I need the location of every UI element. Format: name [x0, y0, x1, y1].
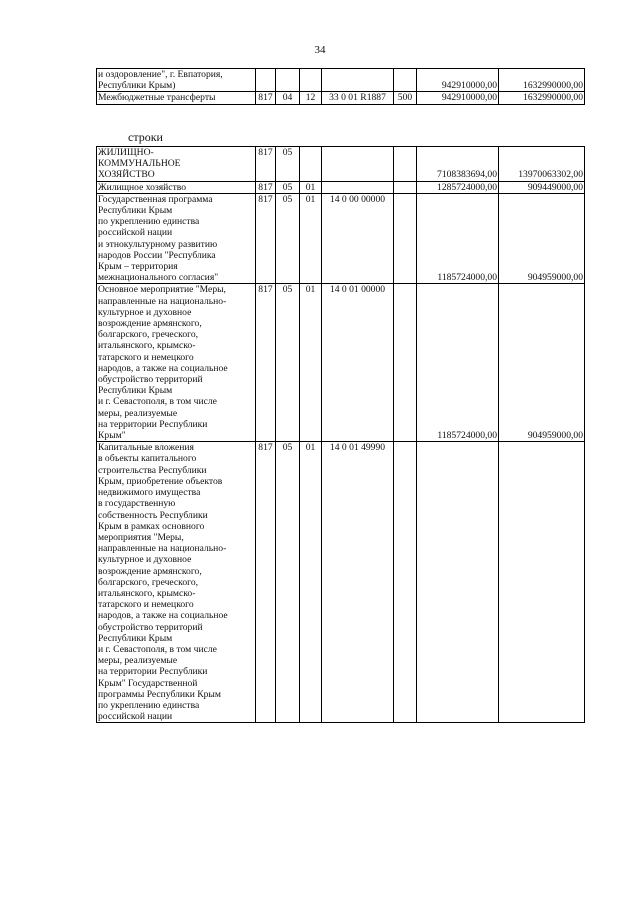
- row-amount-year-1: 1185724000,00: [417, 193, 499, 284]
- row-amount-year-2: [499, 442, 585, 723]
- row-subsection-code: [300, 147, 322, 182]
- row-amount-year-2: 904959000,00: [499, 284, 585, 442]
- row-section-code: 05: [276, 442, 300, 723]
- row-name: Капитальные вложения в объекты капитального строительства Республики Крым, приобретение объектов недвижимого имущества в государственную собственность Республики Крым в рамках основного мероприятия "Меры, направленные на национально- культурное и духовное возрождение армянского, болгарского, греческого, итальянского, крымско- татарского и немецкого народов, а также на социальное обустройство территорий Республики Крым и г. Севастополя, в том числе меры, реализуемые на территории Республики Крым" Государственной программы Республики Крым по укреплению единства российской нации: [97, 442, 256, 723]
- row-name: Основное мероприятие "Меры, направленные на национально- культурное и духовное возрождение армянского, болгарского, греческого, итальянского, крымско- татарского и немецкого народов, а также на социальное обустройство территорий Республики Крым и г. Севастополя, в том числе меры, реализуемые на территории Республики Крым": [97, 284, 256, 442]
- table-row: [97, 442, 585, 723]
- row-amount-year-2: 1632990000,00: [499, 92, 585, 104]
- rows-heading: строки: [128, 130, 163, 144]
- row-amount-year-1: [417, 442, 499, 723]
- row-ministry-code: 817: [256, 181, 276, 193]
- row-expense-type: [394, 181, 417, 193]
- row-subsection-code: 01: [300, 193, 322, 284]
- row-subsection-code: 01: [300, 284, 322, 442]
- row-expense-type: [394, 147, 417, 182]
- row-name: Межбюджетные трансферты: [97, 92, 256, 104]
- row-amount-year-2: 909449000,00: [499, 181, 585, 193]
- budget-table: [96, 146, 585, 723]
- row-amount-year-1: 942910000,00: [417, 92, 499, 104]
- row-name: Жилищное хозяйство: [97, 181, 256, 193]
- row-subsection-code: 12: [300, 92, 322, 104]
- table-row: [97, 92, 585, 104]
- row-amount-year-1: 1285724000,00: [417, 181, 499, 193]
- page-number: 34: [314, 44, 326, 56]
- budget-table-continuation: [96, 68, 585, 105]
- row-section-code: 05: [276, 284, 300, 442]
- row-amount-year-1: 942910000,00: [417, 69, 499, 92]
- table-row: [97, 147, 585, 182]
- row-target-article: 14 0 00 00000: [322, 193, 394, 284]
- row-section-code: [276, 69, 300, 92]
- row-name: Государственная программа Республики Крым по укреплению единства российской нации и этнокультурному развитию народов России "Республика Крым – территория межнационального согласия": [97, 193, 256, 284]
- row-expense-type: [394, 284, 417, 442]
- row-subsection-code: 01: [300, 181, 322, 193]
- row-ministry-code: 817: [256, 284, 276, 442]
- row-section-code: 04: [276, 92, 300, 104]
- row-ministry-code: 817: [256, 442, 276, 723]
- row-section-code: 05: [276, 181, 300, 193]
- row-target-article: [322, 181, 394, 193]
- row-ministry-code: 817: [256, 193, 276, 284]
- row-amount-year-1: 1185724000,00: [417, 284, 499, 442]
- row-expense-type: [394, 193, 417, 284]
- row-amount-year-2: 904959000,00: [499, 193, 585, 284]
- table-row: [97, 69, 585, 92]
- row-name: ЖИЛИЩНО- КОММУНАЛЬНОЕ ХОЗЯЙСТВО: [97, 147, 256, 182]
- row-amount-year-2: 13970063302,00: [499, 147, 585, 182]
- row-amount-year-2: 1632990000,00: [499, 69, 585, 92]
- row-subsection-code: [300, 69, 322, 92]
- table-row: [97, 284, 585, 442]
- row-expense-type: [394, 69, 417, 92]
- row-section-code: 05: [276, 147, 300, 182]
- row-expense-type: 500: [394, 92, 417, 104]
- row-subsection-code: 01: [300, 442, 322, 723]
- row-section-code: 05: [276, 193, 300, 284]
- row-target-article: 14 0 01 49990: [322, 442, 394, 723]
- row-ministry-code: 817: [256, 147, 276, 182]
- row-ministry-code: 817: [256, 92, 276, 104]
- row-expense-type: [394, 442, 417, 723]
- row-target-article: 33 0 01 R1887: [322, 92, 394, 104]
- row-amount-year-1: 7108383694,00: [417, 147, 499, 182]
- row-ministry-code: [256, 69, 276, 92]
- row-target-article: 14 0 01 00000: [322, 284, 394, 442]
- table-row: [97, 181, 585, 193]
- row-target-article: [322, 69, 394, 92]
- row-target-article: [322, 147, 394, 182]
- row-name: и оздоровление", г. Евпатория, Республики Крым): [97, 69, 256, 92]
- table-row: [97, 193, 585, 284]
